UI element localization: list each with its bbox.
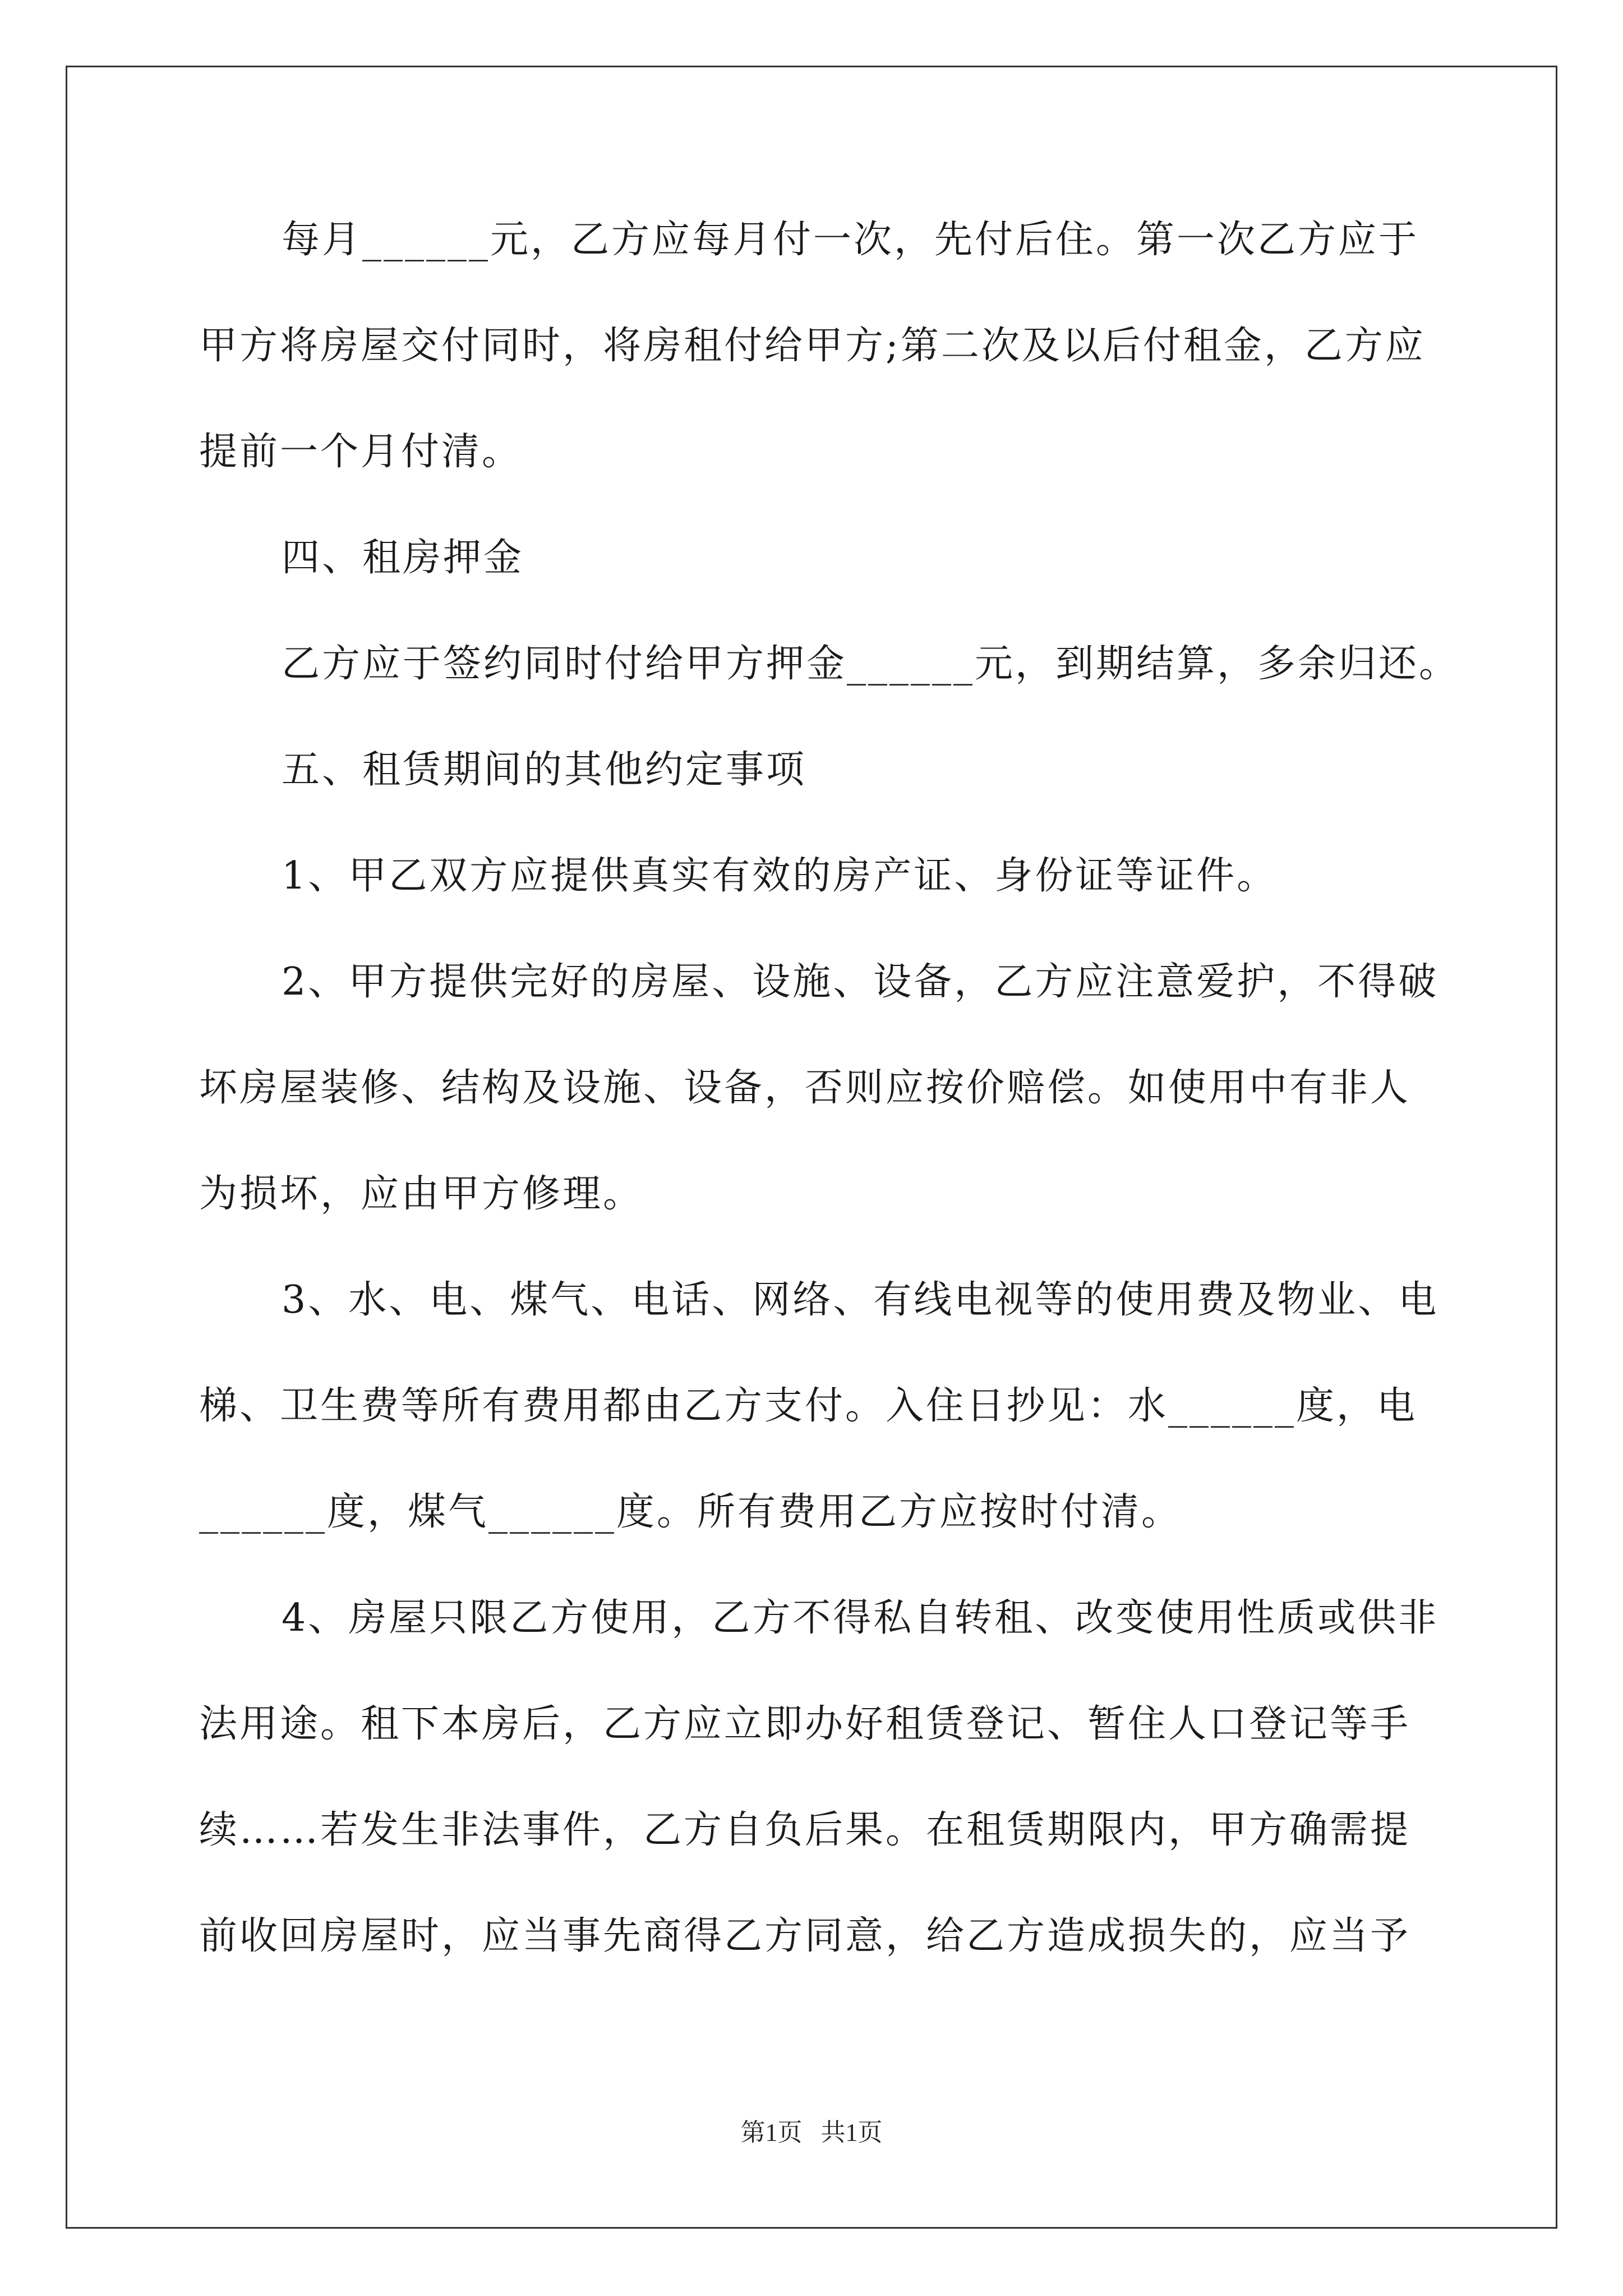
paragraph-line: 甲方将房屋交付同时，将房租付给甲方;第二次及以后付租金，乙方应 (199, 324, 1426, 368)
clause-line: 前收回房屋时，应当事先商得乙方同意，给乙方造成损失的，应当予 (199, 1914, 1411, 1958)
clause-line: 4、房屋只限乙方使用，乙方不得私自转租、改变使用性质或供非 (282, 1596, 1439, 1640)
clause-line: 梯、卫生费等所有费用都由乙方支付。入住日抄见：水______度，电 (199, 1384, 1418, 1428)
clause-line: 2、甲方提供完好的房屋、设施、设备，乙方应注意爱护，不得破 (282, 960, 1439, 1004)
section-heading: 四、租房押金 (282, 536, 524, 580)
page-number-footer: 第1页 共1页 (740, 2119, 883, 2146)
clause-line: 坏房屋装修、结构及设施、设备，否则应按价赔偿。如使用中有非人 (199, 1066, 1411, 1110)
section-heading: 五、租赁期间的其他约定事项 (282, 748, 807, 792)
document-body (199, 213, 1460, 2016)
clause-line: 3、水、电、煤气、电话、网络、有线电视等的使用费及物业、电 (282, 1278, 1439, 1322)
clause-line: 为损坏，应由甲方修理。 (199, 1172, 644, 1216)
paragraph-line: 每月______元，乙方应每月付一次，先付后住。第一次乙方应于 (282, 218, 1419, 262)
paragraph-line: 提前一个月付清。 (199, 430, 523, 474)
clause-line: 续……若发生非法事件，乙方自负后果。在租赁期限内，甲方确需提 (199, 1808, 1411, 1852)
clause-line: 1、甲乙双方应提供真实有效的房产证、身份证等证件。 (282, 854, 1278, 898)
clause-line: 法用途。租下本房后，乙方应立即办好租赁登记、暂住人口登记等手 (199, 1702, 1411, 1746)
paragraph-line: 乙方应于签约同时付给甲方押金______元，到期结算，多余归还。 (282, 642, 1460, 686)
clause-line: ______度，煤气______度。所有费用乙方应按时付清。 (199, 1490, 1182, 1534)
